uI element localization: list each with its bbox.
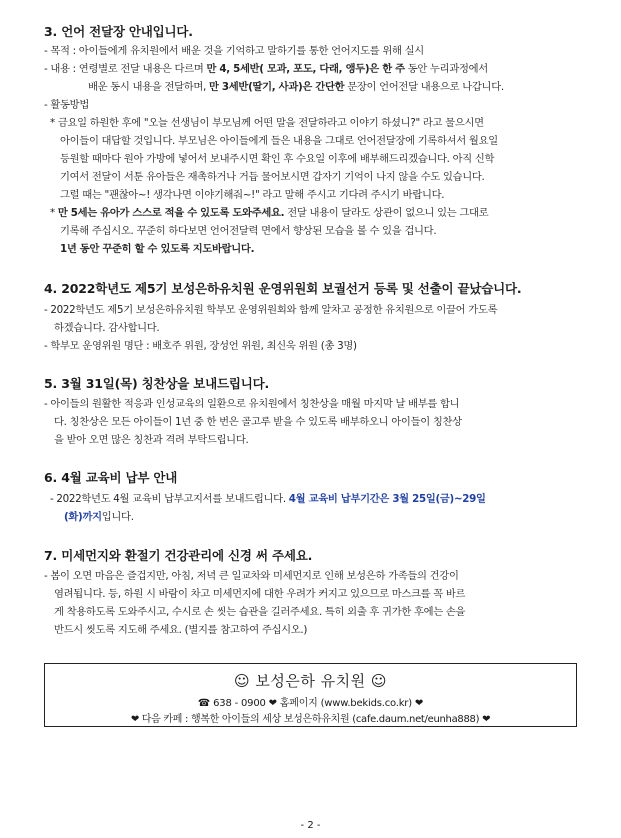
text-span: 문장이 언어전달 내용으로 나갑니다. — [344, 81, 504, 93]
section-3-method-line: 1년 동안 꾸준히 할 수 있도록 지도바랍니다. — [60, 243, 255, 255]
bold-span: 만 3세반(딸기, 사과)은 간단한 — [208, 81, 345, 93]
payment-period: (화)까지 — [64, 511, 102, 523]
section-3-content-line-2 — [88, 78, 504, 93]
section-4-line: 하겠습니다. 감사합니다. — [54, 322, 160, 334]
section-5-line: 다. 칭찬상은 모든 아이들이 1년 중 한 번은 골고루 받을 수 있도록 배부하오니 아이들이 칭찬상 — [54, 416, 462, 428]
section-3-purpose: - 목적 : 아이들에게 유치원에서 배운 것을 기억하고 말하기를 통한 언어지도를 위해 실시 — [44, 45, 424, 57]
section-5-line: - 아이들의 원활한 적응과 인성교육의 일환으로 유치원에서 칭찬상을 매월 마지막 날 배부를 합니 — [44, 398, 460, 410]
section-3-method-line: 아이들이 대답할 것입니다. 부모님은 아이들에게 들은 내용을 그대로 언어전달장에 기록하셔서 월요일 — [60, 135, 498, 147]
text-span: 배운 동시 내용을 전달하며, — [88, 81, 209, 93]
section-4-members: - 학부모 운영위원 명단 : 배호주 위원, 장성언 위원, 최신욱 위원 (총 3명) — [44, 340, 357, 352]
section-3-method-line — [50, 204, 488, 219]
contact-line: ☎ 638 - 0900 ❤ 홈페이지 (www.bekids.co.kr) ❤ — [197, 698, 424, 709]
page-number: - 2 - — [300, 820, 321, 831]
section-3-method-line: 그럴 때는 "괜찮아~! 생각나면 이야기해줘~!" 라고 말해 주시고 기다려 주시기 바랍니다. — [60, 189, 445, 201]
section-7-title: 7. 미세먼지와 환절기 건강관리에 신경 써 주세요. — [44, 548, 313, 563]
section-3-content-line-1 — [44, 60, 488, 75]
text-span: - 2022학년도 4월 교육비 납부고지서를 보내드립니다. — [50, 493, 289, 505]
text-span: * — [50, 207, 58, 219]
section-7-line: 게 착용하도록 도와주시고, 수시로 손 씻는 습관을 길러주세요. 특히 외출 후 귀가한 후에는 손을 — [54, 606, 466, 618]
text-span: - 내용 : 연령별로 전달 내용은 다르며 — [44, 63, 207, 75]
text-span: 동안 누리과정에서 — [404, 63, 488, 75]
section-3-title: 3. 언어 전달장 안내입니다. — [44, 24, 193, 39]
section-6-line — [50, 490, 486, 505]
section-6-title: 6. 4월 교육비 납부 안내 — [44, 470, 178, 485]
section-7-line: 염려됩니다. 등, 하원 시 바람이 차고 미세먼지에 대한 우려가 커지고 있으므로 마스크를 꼭 바르 — [54, 588, 466, 600]
section-6-line — [64, 508, 134, 523]
bold-span: 만 4, 5세반( 모과, 포도, 다래, 앵두)은 한 주 — [206, 63, 405, 75]
section-4-line: - 2022학년도 제5기 보성은하유치원 학부모 운영위원회와 함께 알차고 공정한 유치원으로 이끌어 가도록 — [44, 304, 498, 316]
section-4-title: 4. 2022학년도 제5기 보성은하유치원 운영위원회 보궐선거 등록 및 선출이 끝났습니다. — [44, 281, 522, 296]
section-3-method-line: 등원할 때마다 원아 가방에 넣어서 보내주시면 확인 후 수요일 이후에 배부해드리겠습니다. 아직 신학 — [60, 153, 495, 165]
section-7-line: 반드시 씻도록 지도해 주세요. (별지를 참고하여 주십시오.) — [54, 624, 308, 636]
section-3-method-label: - 활동방법 — [44, 99, 89, 111]
kindergarten-info-box — [44, 663, 577, 727]
payment-period: 4월 교육비 납부기간은 3월 25일(금)~29일 — [288, 493, 486, 505]
kindergarten-name: ☺ 보성은하 유치원 ☺ — [233, 672, 387, 690]
section-5-title: 5. 3월 31일(목) 칭찬상을 보내드립니다. — [44, 376, 270, 391]
cafe-line: ❤ 다음 카페 : 행복한 아이들의 세상 보성은하유치원 (cafe.daum.net/eunha888) ❤ — [130, 714, 491, 725]
text-span: 입니다. — [101, 511, 134, 523]
bold-span: 만 5세는 유아가 스스로 적을 수 있도록 도와주세요. — [57, 207, 285, 219]
section-3-method-line: 기여서 전달이 서툰 유아들은 재촉하거나 거듭 물어보시면 갑자기 기억이 나지 않을 수도 있습니다. — [60, 171, 485, 183]
section-7-line: - 봄이 오면 마음은 즐겁지만, 아침, 저녁 큰 일교차와 미세먼지로 인해 보성은하 가족들의 건강이 — [44, 570, 459, 582]
section-3-method-line: * 금요일 하원한 후에 "오늘 선생님이 부모님께 어떤 말을 전달하라고 이야기 하셨니?" 라고 물으시면 — [50, 117, 484, 129]
section-3-method-line: 기록해 주십시오. 꾸준히 하다보면 언어전달력 면에서 향상된 모습을 볼 수 있을 겁니다. — [60, 225, 437, 237]
text-span: 전달 내용이 달라도 상관이 없으니 있는 그대로 — [284, 207, 489, 219]
section-5-line: 을 받아 오면 많은 칭찬과 격려 부탁드립니다. — [54, 434, 249, 446]
